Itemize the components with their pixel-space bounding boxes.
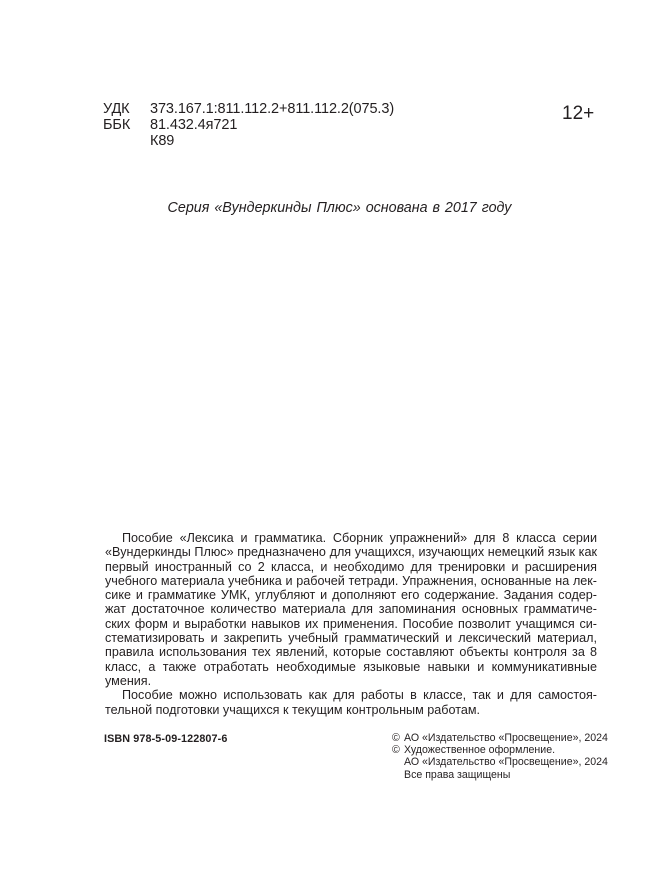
copyright-icon: © [392,732,400,744]
spacer [392,769,404,781]
text-line: стематизировать и закрепить учебный грамматический и лексический материал, [105,631,597,646]
copyright-block [392,732,608,781]
copyright-row-4 [392,769,608,781]
classification-block [103,101,394,149]
spacer [103,133,150,149]
bbk-value: 81.432.4я721 [150,117,238,133]
text-line: класс, а также отработать необходимые языковые навыки и коммуникативные [105,659,597,674]
annotation [105,531,597,717]
text-line: жат достаточное количество материала для запоминания основных грамматиче- [105,602,597,617]
isbn: ISBN 978-5-09-122807-6 [104,733,228,745]
copyright-row-3 [392,756,608,768]
text-line: умения. [105,673,152,688]
annotation-paragraph-1 [105,531,597,688]
age-rating: 12+ [562,103,595,124]
text-line: «Вундеркинды Плюс» предназначено для учащихся, изучающих немецкий язык как [105,545,597,560]
series-note: Серия «Вундеркинды Плюс» основана в 2017 году [167,200,512,216]
text-line: ских форм и выработки навыков их применения. Пособие позволит учащимся си- [105,616,597,631]
rights-reserved: Все права защищены [404,768,511,781]
udk-value: 373.167.1:811.112.2+811.112.2(075.3) [150,101,395,117]
udk-label: УДК [103,101,130,117]
author-mark-row [103,133,394,149]
copyright-row-1 [392,732,608,744]
copyright-icon: © [392,744,400,757]
bbk-row [103,117,394,133]
text-line: первый иностранный со 2 класса, и необходимо для тренировки и расширения [105,559,597,574]
copyright-art-design: Художественное оформление. [404,744,556,757]
text-line: правила использования тех явлений, которые составляют объекты контроля за 8 [105,645,597,660]
text-line: учебного материала учебника и рабочей тетради. Упражнения, основанные на лек- [105,573,597,588]
spacer [392,756,404,768]
udk-row [103,101,394,117]
text-line: Пособие можно использовать как для работы в классе, так и для самостоя- [122,688,597,703]
copyright-publisher: АО «Издательство «Просвещение», 2024 [404,732,608,744]
text-line: Пособие «Лексика и грамматика. Сборник упражнений» для 8 класса серии [122,531,597,545]
author-mark: К89 [150,133,175,149]
text-line: сике и грамматике УМК, углубляют и дополняют его содержание. Задания содер- [105,588,597,603]
text-line: тельной подготовки учащихся к текущим контрольным работам. [105,702,481,717]
bbk-label: ББК [103,117,131,133]
annotation-paragraph-2 [105,688,597,717]
copyright-row-2 [392,744,608,756]
copyright-art-publisher: АО «Издательство «Просвещение», 2024 [404,756,608,769]
